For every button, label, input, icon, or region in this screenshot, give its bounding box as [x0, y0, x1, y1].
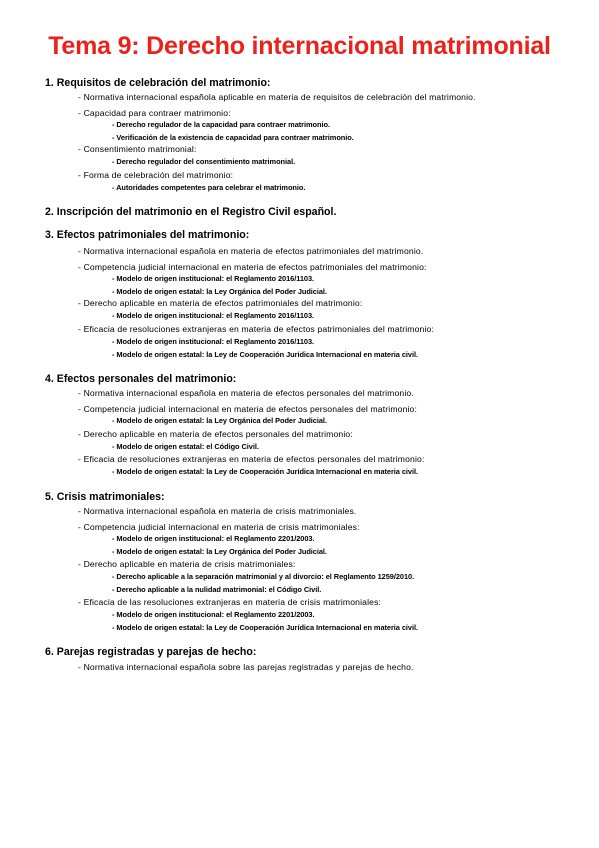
list-item: - Competencia judicial internacional en materia de efectos patrimoniales del matrimonio: — [78, 262, 427, 273]
list-item: - Capacidad para contraer matrimonio: — [78, 108, 231, 119]
sub-list-item: - Modelo de origen institucional: el Reglamento 2201/2003. — [112, 610, 314, 620]
list-item: - Competencia judicial internacional en materia de crisis matrimoniales: — [78, 522, 360, 533]
section-heading: 3. Efectos patrimoniales del matrimonio: — [45, 229, 250, 241]
section-heading: 1. Requisitos de celebración del matrimonio: — [45, 77, 271, 89]
sub-list-item: - Derecho regulador de la capacidad para contraer matrimonio. — [112, 120, 330, 130]
list-item: - Eficacia de resoluciones extranjeras en materia de efectos personales del matrimonio: — [78, 454, 424, 465]
section-heading: 2. Inscripción del matrimonio en el Registro Civil español. — [45, 206, 337, 218]
sub-list-item: - Modelo de origen institucional: el Reglamento 2016/1103. — [112, 311, 314, 321]
list-item: - Normativa internacional española sobre las parejas registradas y parejas de hecho. — [78, 662, 414, 673]
sub-list-item: - Verificación de la existencia de capacidad para contraer matrimonio. — [112, 133, 354, 143]
sub-list-item: - Derecho regulador del consentimiento matrimonial. — [112, 157, 295, 167]
list-item: - Derecho aplicable en materia de crisis matrimoniales: — [78, 559, 295, 570]
sub-list-item: - Modelo de origen estatal: la Ley Orgánica del Poder Judicial. — [112, 547, 327, 557]
sub-list-item: - Autoridades competentes para celebrar el matrimonio. — [112, 183, 305, 193]
sub-list-item: - Modelo de origen estatal: la Ley de Cooperación Jurídica Internacional en materia civil. — [112, 623, 418, 633]
sub-list-item: - Modelo de origen institucional: el Reglamento 2201/2003. — [112, 534, 314, 544]
list-item: - Forma de celebración del matrimonio: — [78, 170, 233, 181]
sub-list-item: - Derecho aplicable a la separación matrimonial y al divorcio: el Reglamento 1259/2010. — [112, 572, 414, 582]
section-heading: 5. Crisis matrimoniales: — [45, 491, 165, 503]
section-heading: 4. Efectos personales del matrimonio: — [45, 373, 237, 385]
list-item: - Normativa internacional española en materia de efectos personales del matrimonio. — [78, 388, 414, 399]
list-item: - Competencia judicial internacional en materia de efectos personales del matrimonio: — [78, 404, 417, 415]
page-title: Tema 9: Derecho internacional matrimonial — [48, 32, 551, 60]
list-item: - Derecho aplicable en materia de efectos personales del matrimonio: — [78, 429, 353, 440]
sub-list-item: - Modelo de origen estatal: la Ley de Cooperación Jurídica Internacional en materia civil. — [112, 467, 418, 477]
sub-list-item: - Modelo de origen estatal: la Ley Orgánica del Poder Judicial. — [112, 416, 327, 426]
list-item: - Eficacia de las resoluciones extranjeras en materia de crisis matrimoniales: — [78, 597, 381, 608]
list-item: - Derecho aplicable en materia de efectos patrimoniales del matrimonio: — [78, 298, 362, 309]
list-item: - Normativa internacional española en materia de efectos patrimoniales del matrimonio. — [78, 246, 423, 257]
section-heading: 6. Parejas registradas y parejas de hecho: — [45, 646, 257, 658]
sub-list-item: - Derecho aplicable a la nulidad matrimonial: el Código Civil. — [112, 585, 321, 595]
list-item: - Normativa internacional española en materia de crisis matrimoniales. — [78, 506, 356, 517]
list-item: - Normativa internacional española aplicable en materia de requisitos de celebración del matrimonio. — [78, 92, 476, 103]
sub-list-item: - Modelo de origen estatal: el Código Civil. — [112, 442, 259, 452]
sub-list-item: - Modelo de origen institucional: el Reglamento 2016/1103. — [112, 337, 314, 347]
sub-list-item: - Modelo de origen estatal: la Ley Orgánica del Poder Judicial. — [112, 287, 327, 297]
sub-list-item: - Modelo de origen estatal: la Ley de Cooperación Jurídica Internacional en materia civil. — [112, 350, 418, 360]
list-item: - Eficacia de resoluciones extranjeras en materia de efectos patrimoniales del matrimonio: — [78, 324, 434, 335]
sub-list-item: - Modelo de origen institucional: el Reglamento 2016/1103. — [112, 274, 314, 284]
list-item: - Consentimiento matrimonial: — [78, 144, 197, 155]
